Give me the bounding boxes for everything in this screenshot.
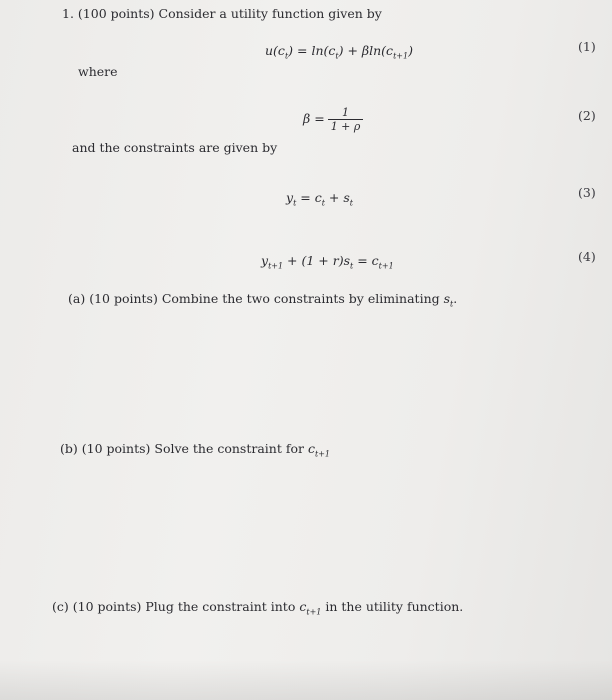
part-c-points: (10 points) [72, 599, 142, 614]
problem-points: (100 points) [77, 6, 155, 21]
problem-number: 1. [62, 6, 74, 21]
part-c-variable: $c_{t+1}$ [299, 599, 322, 617]
part-b-points: (10 points) [81, 441, 151, 456]
equation-1-number: (1) [578, 39, 596, 54]
part-b-variable: $c_{t+1}$ [307, 441, 330, 459]
part-a-points: (10 points) [89, 291, 158, 306]
problem-intro: Consider a utility function given by [158, 6, 382, 21]
part-b-label: (b) [60, 441, 78, 456]
part-b-text: Solve the constraint for [154, 441, 304, 456]
where-label: where [78, 64, 118, 79]
part-c-label: (c) [52, 599, 69, 614]
part-c-end: in the utility function. [325, 599, 464, 614]
equation-1: $u(c_t) = \ln(c_t) + \beta\ln(c_{t+1})$ [265, 43, 413, 61]
equation-2: β = $\frac{1}{1 + \rho}$ [303, 106, 363, 133]
page-shadow [0, 660, 612, 700]
equation-2-number: (2) [578, 108, 596, 123]
part-a: (a) (10 points) Combine the two constraints by eliminating $s_t$. [68, 291, 458, 309]
part-a-text: Combine the two constraints by eliminating [161, 291, 440, 306]
fraction: $\frac{1}{1 + \rho}$ [328, 106, 364, 133]
constraints-label: and the constraints are given by [72, 140, 278, 155]
part-a-variable: $s_t$ [443, 291, 454, 309]
equation-4-number: (4) [578, 249, 596, 264]
problem-header [62, 6, 382, 21]
part-c [52, 599, 463, 617]
part-c-text: Plug the constraint into [145, 599, 296, 614]
equation-4: $y_{t+1} + (1 + r)s_t = c_{t+1}$ [261, 253, 394, 271]
equation-3: $y_t = c_t + s_t$ [286, 190, 353, 208]
part-b [60, 441, 330, 459]
equation-3-number: (3) [578, 185, 596, 200]
part-a-label: (a) [68, 291, 86, 306]
